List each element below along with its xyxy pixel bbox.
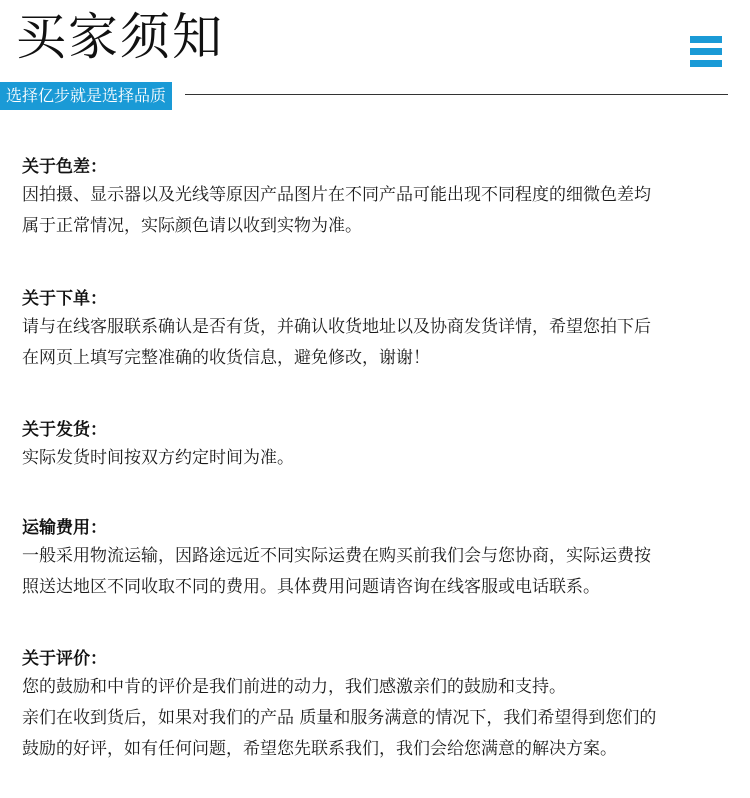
section-title: 关于发货： <box>22 420 107 440</box>
section-title: 关于下单： <box>22 289 107 309</box>
section-title: 关于评价： <box>22 649 107 669</box>
menu-bar <box>690 60 722 67</box>
section-text-line: 实际发货时间按双方约定时间为准。 <box>22 448 294 468</box>
page-title: 买家须知 <box>16 8 224 66</box>
header-divider <box>185 94 728 95</box>
section-color-difference <box>22 154 734 242</box>
section-ordering <box>22 286 734 374</box>
section-text-line: 亲们在收到货后，如果对我们的产品 质量和服务满意的情况下，我们希望得到您们的 <box>22 708 657 728</box>
section-title: 关于色差： <box>22 157 107 177</box>
section-freight-cost <box>22 515 734 603</box>
section-text-line: 照送达地区不同收取不同的费用。具体费用问题请咨询在线客服或电话联系。 <box>22 577 600 597</box>
section-text-line: 在网页上填写完整准确的收货信息，避免修改，谢谢！ <box>22 348 430 368</box>
menu-bar <box>690 48 722 55</box>
section-reviews <box>22 646 734 765</box>
section-text-line: 您的鼓励和中肯的评价是我们前进的动力，我们感激亲们的鼓励和支持。 <box>22 677 566 697</box>
section-text-line: 因拍摄、显示器以及光线等原因产品图片在不同产品可能出现不同程度的细微色差均 <box>22 185 651 205</box>
section-text-line: 属于正常情况，实际颜色请以收到实物为准。 <box>22 216 362 236</box>
section-text-line: 请与在线客服联系确认是否有货，并确认收货地址以及协商发货详情，希望您拍下后 <box>22 317 651 337</box>
section-shipping <box>22 417 734 474</box>
menu-bar <box>690 36 722 43</box>
section-title: 运输费用： <box>22 518 107 538</box>
section-text-line: 一般采用物流运输，因路途远近不同实际运费在购买前我们会与您协商，实际运费按 <box>22 546 651 566</box>
tagline-banner: 选择亿步就是选择品质 <box>0 82 172 110</box>
hamburger-menu-icon[interactable] <box>690 36 722 72</box>
section-text-line: 鼓励的好评，如有任何问题，希望您先联系我们，我们会给您满意的解决方案。 <box>22 739 617 759</box>
